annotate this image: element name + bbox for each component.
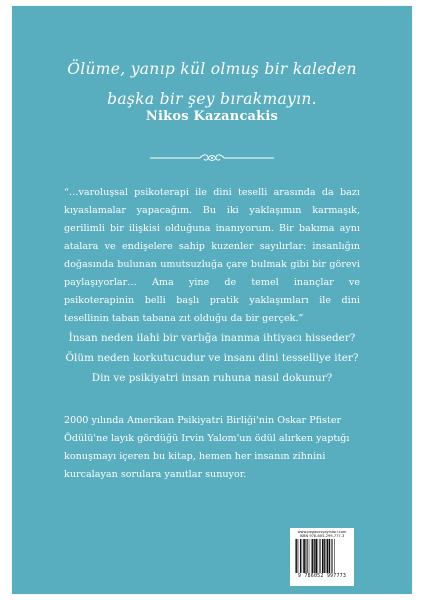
barcode-digits: 9 786052 997773 (297, 573, 347, 580)
epigraph-author: Nikos Kazancakis (145, 109, 279, 124)
isbn-text: ISBN 978-605-299-777-3 (299, 534, 345, 539)
question-2: Ölüm neden korkutucudur ve insanı dini tesselliye iter? (65, 352, 359, 364)
epigraph-line-1: Ölüme, yanıp kül olmuş bir kaleden (67, 60, 357, 78)
barcode-label (290, 528, 354, 586)
barcode-icon (294, 539, 350, 573)
question-1: İnsan neden ilahi bir varlığa inanma ihtiyacı hisseder? (68, 332, 356, 344)
publisher-url: www.pegasusyayinlari.com (297, 530, 347, 534)
questions-block (12, 328, 412, 388)
book-back-cover (12, 6, 412, 594)
book-excerpt: “…varoluşsal psikoterapi ile dini teselli arasında da bazı kıyaslamalar yapacağım. Bu iki yaklaşımın karmaşık, gerilimli bir ilişkisi olduğuna inanıyorum. Bir bakıma aynı atalara ve endişelere sahip kuzenler sayılırlar: insanlığın doğasında bulunan umutsuzluğa çare bulmak gibi bir görevi paylaşıyorlar… Ama yine de temel inançlar ve psikoterapinin belli başlı pratik yaklaşımları ile dini tesellinin taban tabana zıt olduğu da bir gerçek.” (64, 187, 360, 324)
ornament-divider-icon (150, 152, 274, 164)
epigraph-line-2: başka bir şey bırakmayın. (107, 90, 317, 108)
question-3: Din ve psikiyatri insan ruhuna nasıl dokunur? (91, 372, 333, 384)
book-blurb: 2000 yılında Amerikan Psikiyatri Birliği'nin Oskar Pfister Ödülü'ne layık gördüğü Irvin Yalom'un ödül alırken yaptığı konuşmayı içeren bu kitap, hemen her insanın zihnini kurcalayan sorulara yanıtlar sunuyor. (64, 415, 350, 480)
epigraph-quote (12, 54, 412, 114)
